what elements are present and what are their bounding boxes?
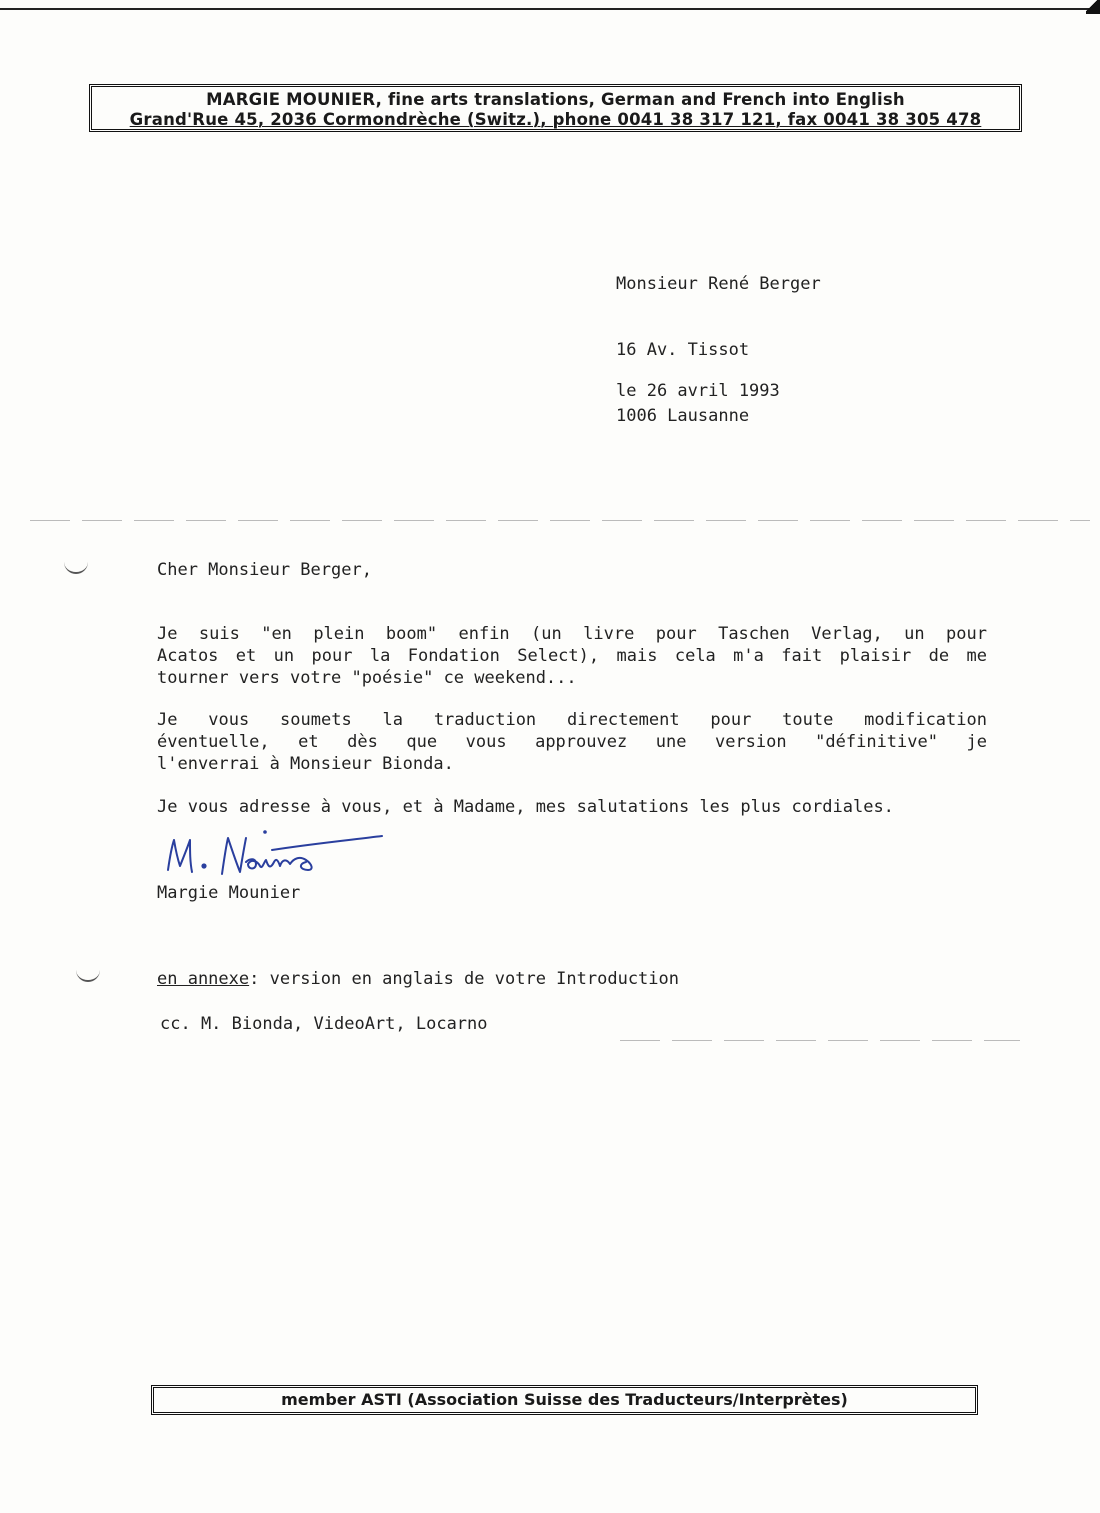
recipient-name: Monsieur René Berger [616,274,821,294]
cc-line: cc. M. Bionda, VideoArt, Locarno [160,1014,488,1034]
punch-hole-lower [76,970,100,982]
handwritten-signature [160,826,390,886]
paragraph-1-line: Acatos et un pour la Fondation Select), mais cela m'a fait plaisir de me [157,646,987,666]
footer-text: member ASTI (Association Suisse des Traducteurs/Interprètes) [281,1390,848,1409]
closing-paragraph: Je vous adresse à vous, et à Madame, mes salutations les plus cordiales. [157,797,894,817]
letter-date: le 26 avril 1993 [616,381,780,401]
signer-name: Margie Mounier [157,883,301,903]
corner-mark [1086,0,1100,14]
paragraph-1-line: tourner vers votre "poésie" ce weekend... [157,668,577,688]
recipient-address [616,229,821,449]
paragraph-2 [157,709,987,775]
letterhead-box [89,84,1022,132]
annex-line [157,968,679,990]
salutation: Cher Monsieur Berger, [157,560,372,580]
paragraph-1 [157,623,987,689]
annex-text: : version en anglais de votre Introduction [249,969,679,989]
punch-hole-upper [64,562,88,574]
recipient-street: 16 Av. Tissot [616,340,750,360]
recipient-city: 1006 Lausanne [616,406,750,426]
annex-label: en annexe [157,969,250,989]
paragraph-1-line: Je suis "en plein boom" enfin (un livre pour Taschen Verlag, un pour [157,624,987,644]
footer-box [151,1385,978,1415]
paragraph-2-line: l'enverrai à Monsieur Bionda. [157,754,454,774]
fold-line-upper [30,520,1090,521]
letterhead-line2: Grand'Rue 45, 2036 Cormondrèche (Switz.), phone 0041 38 317 121, fax 0041 38 305 478 [129,110,982,129]
top-edge-rule [0,8,1100,10]
fold-line-lower [620,1040,1020,1041]
paragraph-2-line: Je vous soumets la traduction directement pour toute modification [157,710,987,730]
paragraph-2-line: éventuelle, et dès que vous approuvez une version "définitive" je [157,732,987,752]
letterhead-line1: MARGIE MOUNIER, fine arts translations, German and French into English [206,90,905,109]
